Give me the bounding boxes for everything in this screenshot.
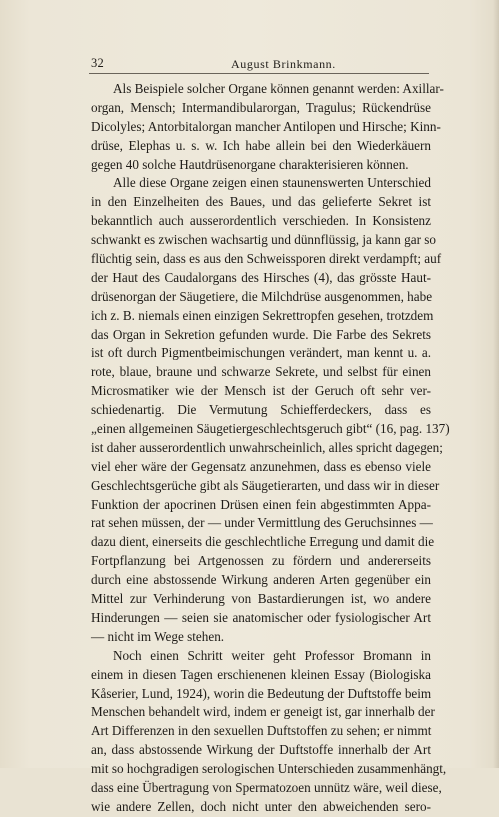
text-line: Hinderungen — seien sie anatomischer oder fysiologischer Art	[91, 609, 431, 625]
text-line: mit so hochgradigen serologischen Unterschieden zusammenhängt,	[91, 761, 447, 777]
text-line: Noch einen Schritt weiter geht Professor Bromann in	[113, 647, 431, 663]
text-line: Menschen behandelt wird, indem er geneigt ist, gar innerhalb der	[91, 704, 435, 720]
text-line: viel eher wäre der Gegensatz anzunehmen, dass es ebenso viele	[91, 458, 431, 474]
text-line: wie andere Zellen, doch nicht unter den abweichenden sero-	[91, 798, 431, 814]
text-line: Alle diese Organe zeigen einen staunenswerten Unterschied	[113, 175, 431, 191]
text-line: drüsenorgan der Säugetiere, die Milchdrüse ausgenommen, habe	[91, 288, 433, 304]
page-number: 32	[91, 56, 104, 70]
text-line: Dicolyles; Antorbitalorgan mancher Antilopen und Hirsche; Kinn-	[91, 118, 441, 134]
text-line: Funktion der apocrinen Drüsen einen fein abgestimmten Appa-	[91, 496, 431, 512]
text-line: in den Einzelheiten des Baues, und das gelieferte Sekret ist	[91, 194, 431, 210]
text-line: schwankt es zwischen wachsartig und dünnflüssig, ja kann gar so	[91, 232, 436, 248]
text-line: flüchtig sein, dass es aus den Schweissporen direkt verdampft; auf	[91, 251, 442, 267]
body-text	[91, 80, 450, 817]
header-rule	[89, 73, 429, 74]
text-line: drüse, Elephas u. s. w. Ich habe allein bei den Wiederkäuern	[91, 137, 431, 153]
text-line: ist daher ausserordentlich unwahrscheinlich, alles spricht dagegen;	[91, 439, 443, 455]
page-edge-shadow	[493, 0, 499, 768]
text-line: Mittel zur Verhinderung von Bastardierungen ist, wo andere	[91, 591, 431, 607]
text-line: ich z. B. niemals einen einzigen Sekrettropfen gesehen, trotzdem	[91, 307, 434, 323]
text-line: schiedenartig. Die Vermutung Schiefferdeckers, dass es	[91, 402, 431, 418]
text-line: ist oft durch Pigmentbeimischungen verändert, man kennt u. a.	[91, 345, 431, 361]
running-head: August Brinkmann.	[231, 57, 336, 71]
text-line: einem in diesen Tagen erschienenen kleinen Essay (Biologiska	[91, 666, 431, 682]
text-line: organ, Mensch; Intermandibularorgan, Tragulus; Rückendrüse	[91, 99, 431, 115]
text-line: dazu dient, einerseits die geschlechtliche Erregung und damit die	[91, 534, 435, 550]
text-line: der Haut des Caudalorgans des Hirsches (4), das grösste Haut-	[91, 269, 431, 285]
text-line: Kåserier, Lund, 1924), worin die Bedeutung der Duftstoffe beim	[91, 685, 432, 701]
text-line: rote, blaue, braune und schwarze Sekrete, und selbst für einen	[91, 364, 431, 380]
text-line: Als Beispiele solcher Organe können genannt werden: Axillar-	[113, 81, 444, 96]
page-header	[89, 56, 434, 72]
text-line: Microsmatiker wie der Mensch ist der Geruch oft sehr ver-	[91, 383, 431, 399]
text-line: — nicht im Wege stehen.	[91, 628, 225, 644]
text-line: dass eine Übertragung von Spermatozoen unnütz wäre, weil diese,	[91, 779, 442, 795]
text-line: Geschlechtsgerüche gibt als Säugetierarten, und dass wir in dieser	[91, 477, 440, 493]
text-line: an, dass abstossende Wirkung der Duftstoffe innerhalb der Art	[91, 742, 431, 758]
text-line: Fortpflanzung bei Artgenossen zu fördern und andererseits	[91, 553, 431, 569]
text-line: rat sehen müssen, der — under Vermittlung des Geruchsinnes —	[91, 515, 433, 531]
text-line: gegen 40 solche Hautdrüsenorgane charakterisieren können.	[91, 156, 409, 172]
text-line: Art Differenzen in den sexuellen Duftstoffen zu sehen; er nimmt	[91, 723, 432, 739]
text-line: durch eine abstossende Wirkung anderen Arten gegenüber ein	[91, 572, 431, 588]
text-line: das Organ in Sekretion gefunden wurde. Die Farbe des Sekrets	[91, 326, 431, 342]
text-line: bekanntlich auch ausserordentlich verschieden. In Konsistenz	[91, 213, 431, 229]
text-line: „einen allgemeinen Säugetiergeschlechtsgeruch gibt“ (16, pag. 137)	[91, 421, 450, 437]
